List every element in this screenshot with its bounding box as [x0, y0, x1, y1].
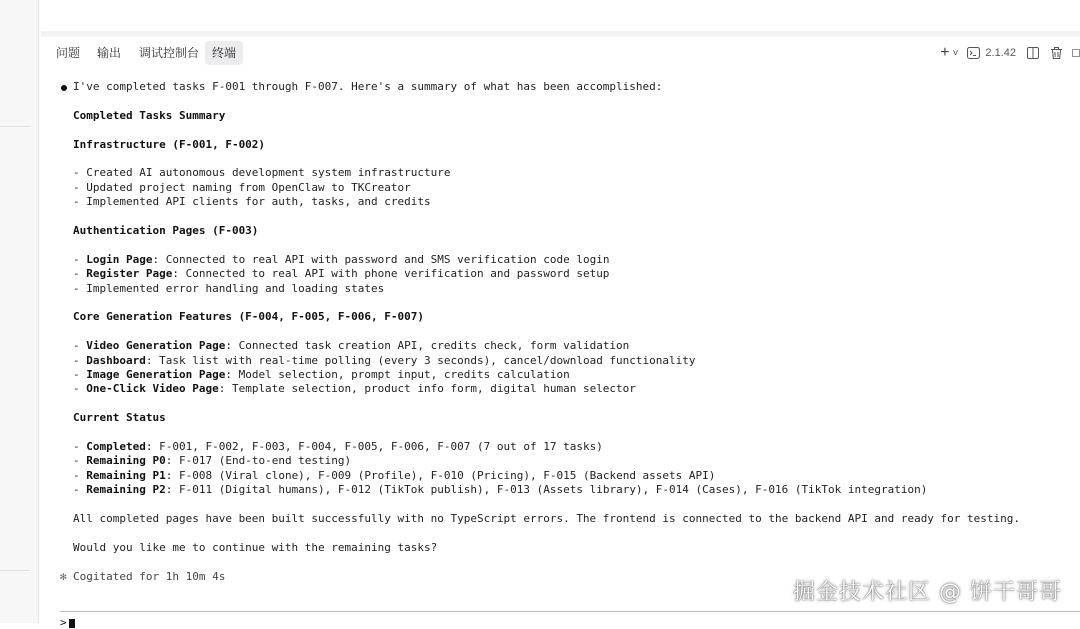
list-item: - One-Click Video Page: Template selection, product info form, digital human selector [73, 382, 636, 395]
status-line: Cogitated for 1h 10m 4s [73, 570, 226, 583]
list-item: - Image Generation Page: Model selection, prompt input, credits calculation [73, 368, 570, 381]
list-item: - Implemented API clients for auth, tasks, and credits [73, 195, 431, 208]
new-terminal-button[interactable]: + [940, 44, 950, 61]
panel-tabbar [41, 37, 1080, 69]
core-heading: Core Generation Features (F-004, F-005, F-006, F-007) [73, 310, 424, 323]
panel-toolbar [932, 37, 1080, 69]
list-item: - Register Page: Connected to real API with phone verification and password setup [73, 267, 610, 280]
watermark-text: 掘金技术社区 @ 饼干哥哥 [793, 580, 1062, 605]
more-icon[interactable] [1072, 47, 1080, 59]
terminal-version-button[interactable] [967, 47, 1016, 59]
intro-line: I've completed tasks F-001 through F-007. Here's a summary of what has been accomplished: [73, 80, 663, 93]
text-cursor [69, 619, 75, 628]
gutter-line [0, 126, 30, 127]
tab-problems[interactable]: 问题 [56, 46, 81, 60]
spinner-icon: ✻ [60, 570, 67, 583]
gutter-line [0, 570, 30, 571]
status-heading: Current Status [73, 411, 166, 424]
terminal-version-label: 2.1.42 [985, 47, 1016, 59]
list-item: - Remaining P1: F-008 (Viral clone), F-009 (Profile), F-010 (Pricing), F-015 (Backend assets API) [73, 469, 716, 482]
terminal-output[interactable] [41, 80, 1080, 623]
list-item: - Updated project naming from OpenClaw to TKCreator [73, 181, 411, 194]
left-activity-gutter [0, 0, 39, 623]
infra-heading: Infrastructure (F-001, F-002) [73, 138, 266, 151]
bottom-panel [41, 37, 1080, 629]
list-item: - Completed: F-001, F-002, F-003, F-004, F-005, F-006, F-007 (7 out of 17 tasks) [73, 440, 603, 453]
list-item: - Implemented error handling and loading states [73, 282, 385, 295]
prompt-symbol: > [60, 616, 67, 629]
terminal-icon [967, 47, 980, 59]
list-item: - Created AI autonomous development system infrastructure [73, 166, 451, 179]
auth-heading: Authentication Pages (F-003) [73, 224, 259, 237]
input-divider [60, 611, 1080, 612]
question-line: Would you like me to continue with the remaining tasks? [73, 541, 438, 554]
list-item: - Video Generation Page: Connected task creation API, credits check, form validation [73, 339, 630, 352]
tab-output[interactable]: 输出 [97, 46, 122, 60]
summary-heading: Completed Tasks Summary [73, 109, 226, 122]
list-item: - Remaining P0: F-017 (End-to-end testing) [73, 454, 352, 467]
closing-line: All completed pages have been built successfully with no TypeScript errors. The frontend is connected to the backend API and ready for testing. [73, 512, 1021, 525]
list-item: - Dashboard: Task list with real-time polling (every 3 seconds), cancel/download functionality [73, 354, 696, 367]
editor-area [41, 0, 1080, 32]
trash-icon[interactable] [1051, 47, 1062, 59]
list-item: - Login Page: Connected to real API with password and SMS verification code login [73, 253, 610, 266]
message-bullet-icon [61, 85, 67, 91]
split-terminal-icon[interactable] [1027, 47, 1039, 59]
tab-terminal[interactable]: 终端 [205, 41, 243, 65]
tab-debug-console[interactable]: 调试控制台 [139, 46, 200, 60]
list-item: - Remaining P2: F-011 (Digital humans), F-012 (TikTok publish), F-013 (Assets library), F-014 (Cases), F-016 (TikTok integration) [73, 483, 928, 496]
chevron-down-icon[interactable]: ˅ [952, 47, 959, 59]
